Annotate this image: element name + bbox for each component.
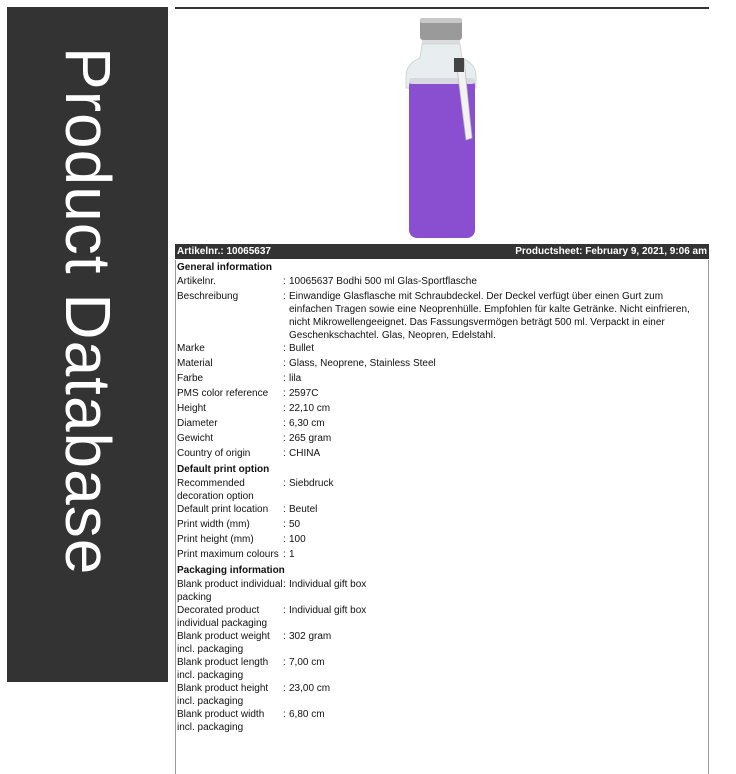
detail-colon: : xyxy=(283,291,286,302)
detail-value: CHINA xyxy=(289,448,321,459)
detail-colon: : xyxy=(283,631,286,642)
productsheet-date: Productsheet: February 9, 2021, 9:06 am xyxy=(515,246,707,257)
detail-value: 6,30 cm xyxy=(289,418,325,429)
detail-colon: : xyxy=(283,478,286,489)
print-rows xyxy=(176,477,708,563)
detail-colon: : xyxy=(283,605,286,616)
detail-value: Bullet xyxy=(289,343,315,354)
detail-colon: : xyxy=(283,709,286,720)
detail-row xyxy=(176,357,708,372)
detail-row xyxy=(176,447,708,462)
detail-value: Einwandige Glasflasche mit Schraubdeckel. Der Deckel verfügt über einen Gurt zum einfachen Tragen sowie eine Neoprenhülle. Empfohlen für kalte Getränke. Nicht einfrieren, nicht Mikrowellengeeignet. Das Fassungsvermögen beträgt 500 ml. Verpackt in einer Geschenkschachtel. Glas, Neopren, Edelstahl. xyxy=(289,291,690,341)
detail-row xyxy=(176,387,708,402)
detail-colon: : xyxy=(283,549,286,560)
detail-colon: : xyxy=(283,373,286,384)
detail-row xyxy=(176,708,708,734)
detail-row xyxy=(176,630,708,656)
detail-colon: : xyxy=(283,433,286,444)
article-number: Artikelnr.: 10065637 xyxy=(177,246,271,257)
detail-row xyxy=(176,503,708,518)
detail-row xyxy=(176,578,708,604)
detail-value: 7,00 cm xyxy=(289,657,325,668)
detail-row xyxy=(176,477,708,503)
detail-colon: : xyxy=(283,504,286,515)
detail-value: Siebdruck xyxy=(289,478,334,489)
detail-colon: : xyxy=(283,657,286,668)
detail-value: 22,10 cm xyxy=(289,403,331,414)
detail-colon: : xyxy=(283,448,286,459)
product-details xyxy=(175,260,709,774)
general-rows xyxy=(176,275,708,462)
detail-label: Diameter xyxy=(177,418,218,429)
detail-colon: : xyxy=(283,343,286,354)
detail-value: lila xyxy=(289,373,302,384)
detail-value: 23,00 cm xyxy=(289,683,331,694)
detail-label: Blank product width incl. packaging xyxy=(177,709,265,733)
detail-label: Print width (mm) xyxy=(177,519,250,530)
detail-label: Beschreibung xyxy=(177,291,239,302)
detail-label: Blank product length incl. packaging xyxy=(177,657,269,681)
detail-colon: : xyxy=(283,519,286,530)
detail-value: Individual gift box xyxy=(289,605,367,616)
detail-value: Glass, Neoprene, Stainless Steel xyxy=(289,358,436,369)
detail-row xyxy=(176,682,708,708)
detail-row xyxy=(176,402,708,417)
sidebar-banner xyxy=(7,7,168,682)
detail-row xyxy=(176,417,708,432)
detail-label: Blank product height incl. packaging xyxy=(177,683,269,707)
detail-colon: : xyxy=(283,276,286,287)
top-divider xyxy=(175,7,709,9)
detail-value: Beutel xyxy=(289,504,318,515)
detail-label: Default print location xyxy=(177,504,269,515)
detail-label: Decorated product individual packaging xyxy=(177,605,268,629)
detail-row xyxy=(176,290,708,342)
detail-value: 2597C xyxy=(289,388,319,399)
detail-row xyxy=(176,432,708,447)
section-general-title: General information xyxy=(177,262,273,273)
detail-label: Blank product weight incl. packaging xyxy=(177,631,270,655)
product-image xyxy=(400,18,490,240)
detail-label: Print maximum colours xyxy=(177,549,279,560)
detail-value: 265 gram xyxy=(289,433,332,444)
detail-row xyxy=(176,533,708,548)
detail-value: 6,80 cm xyxy=(289,709,325,720)
detail-label: Artikelnr. xyxy=(177,276,216,287)
detail-label: PMS color reference xyxy=(177,388,269,399)
detail-value: 50 xyxy=(289,519,301,530)
detail-label: Marke xyxy=(177,343,205,354)
detail-label: Recommended decoration option xyxy=(177,478,254,502)
detail-colon: : xyxy=(283,579,286,590)
packaging-rows xyxy=(176,578,708,734)
detail-row xyxy=(176,656,708,682)
detail-colon: : xyxy=(283,388,286,399)
sidebar-title: Product Database xyxy=(52,47,124,576)
detail-row xyxy=(176,518,708,533)
section-print-title: Default print option xyxy=(177,464,270,475)
detail-label: Farbe xyxy=(177,373,204,384)
detail-value: Individual gift box xyxy=(289,579,367,590)
detail-colon: : xyxy=(283,534,286,545)
detail-row xyxy=(176,275,708,290)
detail-colon: : xyxy=(283,418,286,429)
detail-value: 10065637 Bodhi 500 ml Glas-Sportflasche xyxy=(289,276,477,287)
detail-label: Height xyxy=(177,403,206,414)
detail-colon: : xyxy=(283,403,286,414)
detail-label: Blank product individual packing xyxy=(177,579,283,603)
detail-colon: : xyxy=(283,683,286,694)
header-bar xyxy=(175,244,709,259)
detail-value: 100 xyxy=(289,534,306,545)
detail-value: 302 gram xyxy=(289,631,332,642)
detail-label: Print height (mm) xyxy=(177,534,254,545)
detail-colon: : xyxy=(283,358,286,369)
detail-label: Gewicht xyxy=(177,433,214,444)
detail-row xyxy=(176,548,708,563)
section-packaging-title: Packaging information xyxy=(177,565,285,576)
detail-row xyxy=(176,604,708,630)
detail-value: 1 xyxy=(289,549,295,560)
detail-row xyxy=(176,342,708,357)
detail-row xyxy=(176,372,708,387)
detail-label: Country of origin xyxy=(177,448,251,459)
detail-label: Material xyxy=(177,358,213,369)
